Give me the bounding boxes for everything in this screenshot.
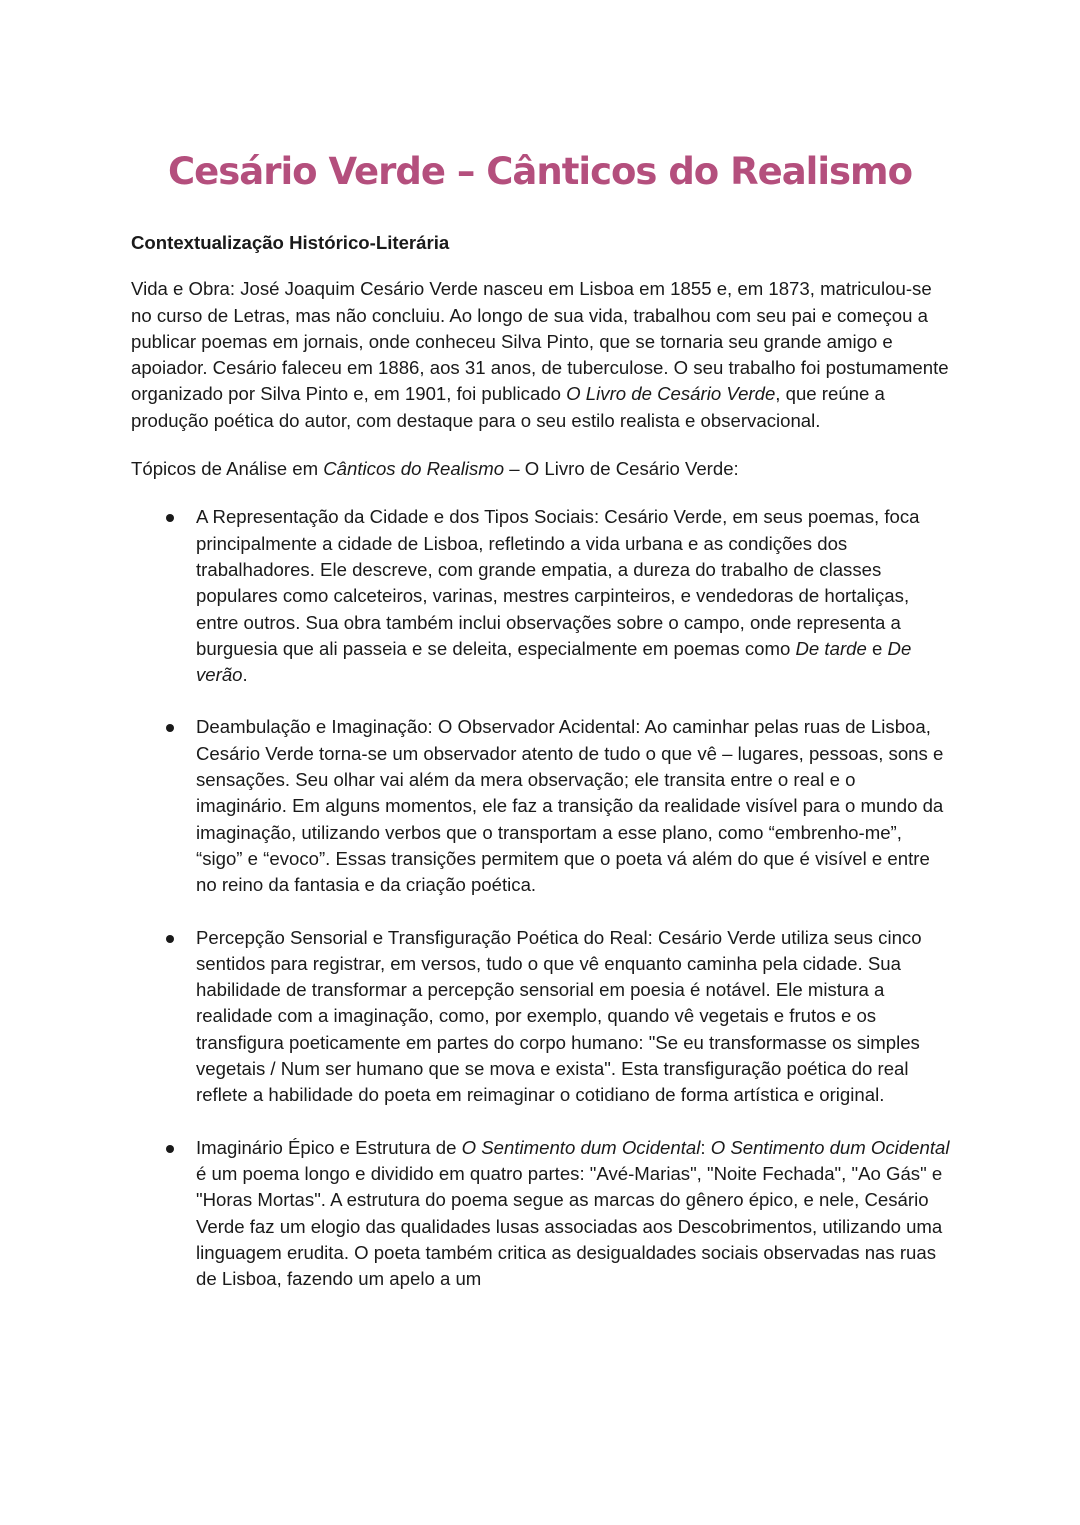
- poem-title-italic: O Sentimento dum Ocidental: [710, 1136, 950, 1158]
- topicos-text-end: – O Livro de Cesário Verde:: [504, 458, 739, 480]
- topics-list: [131, 504, 951, 1292]
- list-item-percepcao: [131, 925, 951, 1109]
- list-item-connector: e: [866, 637, 888, 659]
- bullet-icon: [166, 1145, 174, 1153]
- document-body: [131, 230, 951, 1318]
- vida-e-obra-text-end: , que reúne a produção poética do autor, com destaque para o seu estilo realista e observacional.: [131, 383, 885, 431]
- topicos-paragraph: [131, 456, 951, 482]
- vida-e-obra-text: Vida e Obra: José Joaquim Cesário Verde nasceu em Lisboa em 1855 e, em 1873, matriculou-se no curso de Letras, mas não concluiu. Ao longo de sua vida, trabalhou com seu pai e começou a publicar poemas em jornais, onde conheceu Silva Pinto, que se tornaria seu grande amigo e apoiador. Cesário faleceu em 1886, aos 31 anos, de tuberculose. O seu trabalho foi postumamente organizado por Silva Pinto e, em 1901, foi publicado: [131, 278, 949, 405]
- poem-title-italic: De verão: [196, 637, 912, 686]
- page-title: Cesário Verde – Cânticos do Realismo: [167, 150, 913, 193]
- list-item-deambulacao: [131, 714, 951, 898]
- list-item-epico: [131, 1135, 951, 1293]
- list-item-text: Imaginário Épico e Estrutura de: [196, 1136, 462, 1158]
- topicos-italic: Cânticos do Realismo: [323, 458, 505, 480]
- bullet-icon: [166, 724, 174, 732]
- list-item-cidade: [131, 504, 951, 688]
- list-item-text: Percepção Sensorial e Transfiguração Poética do Real: Cesário Verde utiliza seus cinco sentidos para registrar, em versos, tudo o que vê enquanto caminha pela cidade. Sua habilidade de transformar a percepção sensorial em poesia é notável. Ele mistura a realidade com a imaginação, como, por exemplo, quando vê vegetais e frutos e os transfigura poeticamente em partes do corpo humano: "Se eu transformasse os simples vegetais / Num ser humano que se mova e exista". Esta transfiguração poética do real reflete a habilidade do poeta em reimaginar o cotidiano de forma artística e original.: [196, 926, 922, 1106]
- poem-title-italic: De tarde: [795, 637, 867, 659]
- poem-title-italic: O Sentimento dum Ocidental: [461, 1136, 701, 1158]
- vida-e-obra-paragraph: [131, 276, 951, 434]
- bullet-icon: [166, 935, 174, 943]
- list-item-text: Deambulação e Imaginação: O Observador Acidental: Ao caminhar pelas ruas de Lisboa, Cesário Verde torna-se um observador atento de tudo o que vê – lugares, pessoas, sons e sensações. Seu olhar vai além da mera observação; ele transita entre o real e o imaginário. Em alguns momentos, ele faz a transição da realidade visível para o mundo da imaginação, utilizando verbos que o transportam a esse plano, como “embrenho-me”, “sigo” e “evoco”. Essas transições permitem que o poeta vá além do que é visível e entre no reino da fantasia e da criação poética.: [196, 716, 944, 896]
- list-item-end: .: [242, 664, 248, 686]
- topicos-text: Tópicos de Análise em: [131, 458, 324, 480]
- bullet-icon: [166, 514, 174, 522]
- list-item-colon: :: [700, 1136, 711, 1158]
- list-item-text: A Representação da Cidade e dos Tipos Sociais: Cesário Verde, em seus poemas, foca principalmente a cidade de Lisboa, refletindo a vida urbana e as condições dos trabalhadores. Ele descreve, com grande empatia, a dureza do trabalho de classes populares como calceteiros, varinas, mestres carpinteiros, e vendedoras de hortaliças, entre outros. Sua obra também inclui observações sobre o campo, onde representa a burguesia que ali passeia e se deleita, especialmente em poemas como: [196, 506, 920, 659]
- book-title-italic: O Livro de Cesário Verde: [566, 383, 776, 405]
- section-heading: Contextualização Histórico-Literária: [131, 232, 450, 253]
- list-item-text-rest: é um poema longo e dividido em quatro partes: "Avé-Marias", "Noite Fechada", "Ao Gás" e "Horas Mortas". A estrutura do poema segue as marcas do gênero épico, e nele, Cesário Verde faz um elogio das qualidades lusas associadas aos Descobrimentos, utilizando uma linguagem erudita. O poeta também critica as desigualdades sociais observadas nas ruas de Lisboa, fazendo um apelo a um: [196, 1162, 943, 1290]
